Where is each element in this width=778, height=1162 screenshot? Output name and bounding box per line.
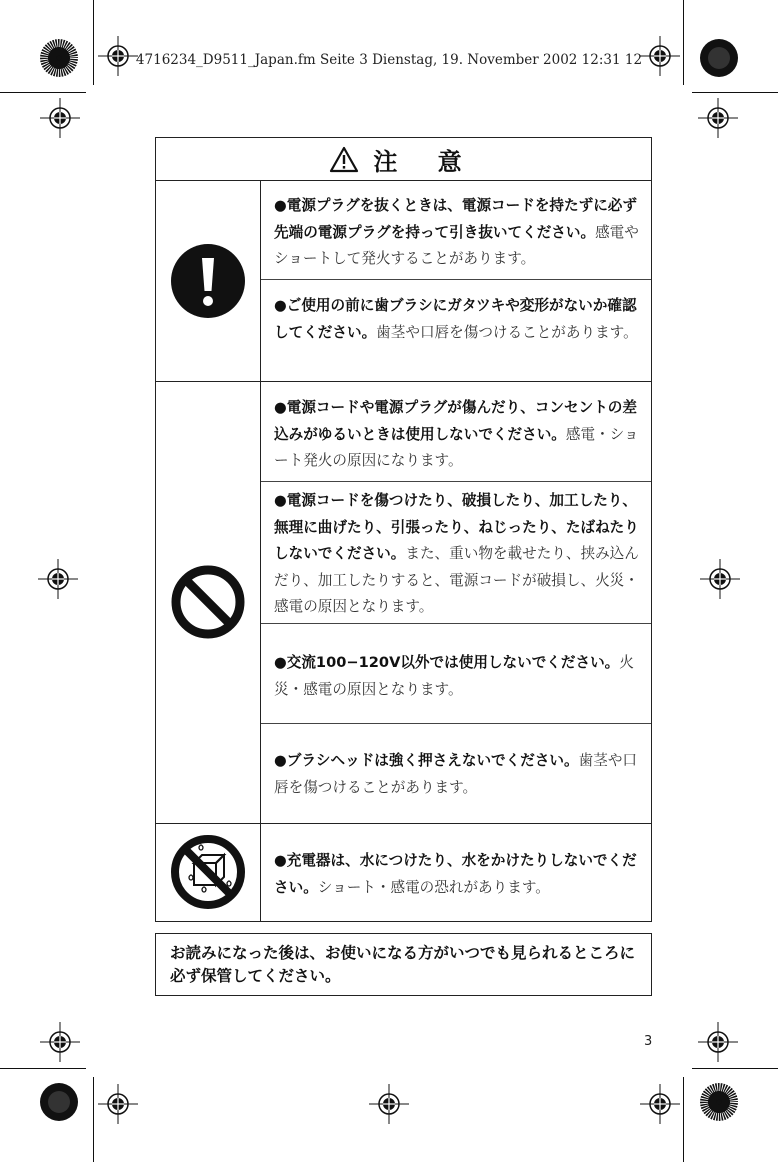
group-divider: [156, 381, 651, 382]
registration-mark-icon: [40, 98, 80, 138]
star-target-icon: [699, 38, 739, 78]
star-target-icon: [699, 1082, 739, 1122]
exclamation-icon: [170, 243, 246, 319]
star-target-icon: [39, 38, 79, 78]
caution-item-regular: 感電やショートして発火することがあります。: [274, 223, 639, 267]
registration-mark-icon: [369, 1084, 409, 1124]
crop-line: [683, 1077, 684, 1162]
mandatory-icon-cell: [156, 180, 261, 381]
caution-title: 注 意: [373, 147, 478, 176]
crop-line: [93, 1077, 94, 1162]
caution-item-regular: ショート・感電の恐れがあります。: [317, 878, 550, 896]
caution-item-bold: ブラシヘッドは強く押さえないでください。: [286, 752, 579, 769]
crop-line: [0, 92, 86, 93]
file-header: 4716234_D9511_Japan.fm Seite 3 Dienstag, 19. November 2002 12:31 12: [135, 52, 643, 68]
row-divider: [261, 723, 651, 724]
caution-item: ●交流100−120V以外では使用しないでください。火災・感電の原因となります。: [274, 654, 634, 698]
star-target-icon: [39, 1082, 79, 1122]
registration-mark-icon: [98, 1084, 138, 1124]
caution-item: ●電源コードや電源プラグが傷んだり、コンセントの差込みがゆるいときは使用しないでください。感電・ショート発火の原因になります。: [274, 399, 639, 469]
registration-mark-icon: [40, 1022, 80, 1062]
registration-mark-icon: [640, 1084, 680, 1124]
caution-title-row: [156, 138, 651, 181]
caution-item-bold: 電源コードや電源プラグが傷んだり、コンセントの差込みがゆるいときは使用しないでください。: [274, 399, 637, 443]
caution-item-bold: ご使用の前に歯ブラシにガタツキや変形がないか確認してください。: [274, 297, 637, 341]
registration-mark-icon: [698, 1022, 738, 1062]
page-number: 3: [644, 1034, 653, 1049]
row-divider: [261, 481, 651, 482]
warning-triangle-icon: [329, 146, 359, 173]
registration-mark-icon: [640, 36, 680, 76]
crop-line: [93, 0, 94, 85]
registration-mark-icon: [700, 559, 740, 599]
crop-line: [692, 1068, 778, 1069]
caution-item-regular: 感電・ショート発火の原因になります。: [274, 425, 639, 469]
crop-line: [683, 0, 684, 85]
row-divider: [261, 279, 651, 280]
caution-item-regular: 歯茎や口唇を傷つけることがあります。: [274, 752, 638, 796]
storage-note: お読みになった後は、お使いになる方がいつでも見られるところに必ず保管してください。: [155, 933, 652, 996]
caution-item: ●電源プラグを抜くときは、電源コードを持たずに必ず先端の電源プラグを持って引き抜いてください。感電やショートして発火することがあります。: [274, 197, 639, 267]
caution-item-regular: 火災・感電の原因となります。: [274, 654, 634, 698]
caution-item: ●充電器は、水につけたり、水をかけたりしないでください。ショート・感電の恐れがあります。: [274, 852, 637, 896]
caution-item-bold: 電源プラグを抜くときは、電源コードを持たずに必ず先端の電源プラグを持って引き抜いてください。: [274, 197, 637, 241]
registration-mark-icon: [698, 98, 738, 138]
group-divider: [156, 823, 651, 824]
no-water-icon: [169, 833, 247, 911]
no-water-icon-cell: [156, 823, 261, 921]
row-divider: [261, 623, 651, 624]
crop-line: [0, 1068, 86, 1069]
caution-item-regular: また、重い物を載せたり、挟み込んだり、加工したりすると、電源コードが破損し、火災・感電の原因となります。: [274, 545, 639, 615]
registration-mark-icon: [38, 559, 78, 599]
caution-table: [155, 137, 652, 922]
caution-item-bold: 電源コードを傷つけたり、破損したり、加工したり、無理に曲げたり、引張ったり、ねじったり、たばねたりしないでください。: [274, 492, 639, 562]
prohibition-icon: [170, 564, 246, 640]
caution-item-bold: 充電器は、水につけたり、水をかけたりしないでください。: [274, 852, 637, 896]
caution-item-regular: 歯茎や口唇を傷つけることがあります。: [376, 323, 638, 341]
caution-item: ●電源コードを傷つけたり、破損したり、加工したり、無理に曲げたり、引張ったり、ねじったり、たばねたりしないでください。また、重い物を載せたり、挟み込んだり、加工したりすると、電源コードが破損し、火災・感電の原因となります。: [274, 492, 639, 615]
caution-item-bold: 交流100−120V以外では使用しないでください。: [286, 654, 620, 671]
prohibited-icon-cell: [156, 381, 261, 823]
registration-mark-icon: [98, 36, 138, 76]
crop-line: [692, 92, 778, 93]
caution-item: ●ブラシヘッドは強く押さえないでください。歯茎や口唇を傷つけることがあります。: [274, 752, 638, 796]
caution-item: ●ご使用の前に歯ブラシにガタツキや変形がないか確認してください。歯茎や口唇を傷つけることがあります。: [274, 297, 638, 341]
